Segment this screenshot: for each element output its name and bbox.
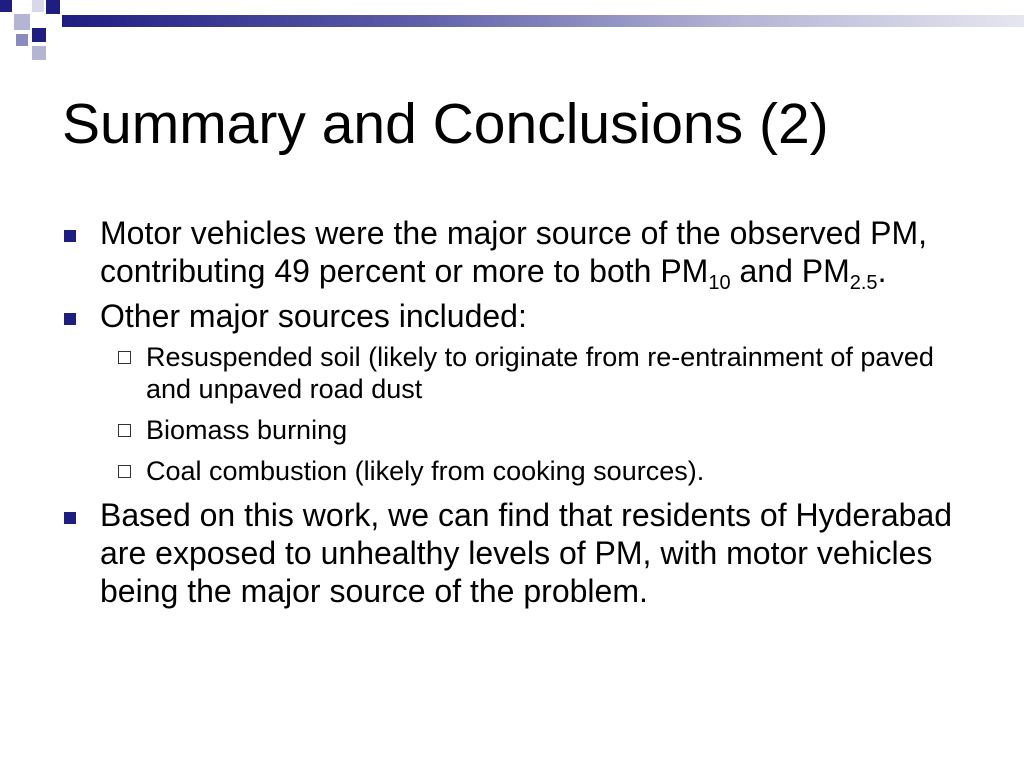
sub-bullet-text: Resuspended soil (likely to originate from re-entrainment of paved and unpaved road dust xyxy=(146,342,934,404)
bullet-text: Other major sources included: xyxy=(100,298,527,334)
decor-square xyxy=(32,0,44,12)
hollow-square-bullet-icon xyxy=(118,351,131,364)
bullet-text: . xyxy=(877,253,887,289)
decor-square xyxy=(0,0,12,12)
subscript: 10 xyxy=(708,272,731,294)
decor-square xyxy=(14,14,30,30)
slide-title: Summary and Conclusions (2) xyxy=(62,92,829,156)
hollow-square-bullet-icon xyxy=(118,424,131,437)
bullet-text: Motor vehicles were the major source of the observed PM, contributing 49 percent or more to both PM xyxy=(100,215,928,289)
header-gradient-bar xyxy=(62,15,1024,27)
header-decoration xyxy=(0,0,1024,62)
decor-square xyxy=(32,46,46,60)
square-bullet-icon xyxy=(64,512,76,524)
sub-bullet-text: Biomass burning xyxy=(146,415,348,445)
decor-square xyxy=(46,0,60,14)
decor-square xyxy=(16,34,28,46)
bullet-text: Based on this work, we can find that residents of Hyderabad are exposed to unhealthy levels of PM, with motor vehicles being the major source of the problem. xyxy=(100,497,953,609)
bullet-item xyxy=(62,496,972,610)
bullet-text: and PM xyxy=(730,253,850,289)
decor-square xyxy=(32,28,46,42)
sub-bullet-text: Coal combustion (likely from cooking sources). xyxy=(146,456,705,486)
sub-bullet-item xyxy=(108,341,972,405)
bullet-list xyxy=(62,214,972,617)
sub-bullet-item xyxy=(108,414,972,446)
square-bullet-icon xyxy=(64,313,76,325)
bullet-item xyxy=(62,214,972,294)
sub-bullet-item xyxy=(108,455,972,487)
sub-bullet-list xyxy=(100,341,972,487)
subscript: 2.5 xyxy=(849,272,878,294)
hollow-square-bullet-icon xyxy=(118,465,131,478)
square-bullet-icon xyxy=(64,230,76,242)
bullet-item xyxy=(62,297,972,487)
